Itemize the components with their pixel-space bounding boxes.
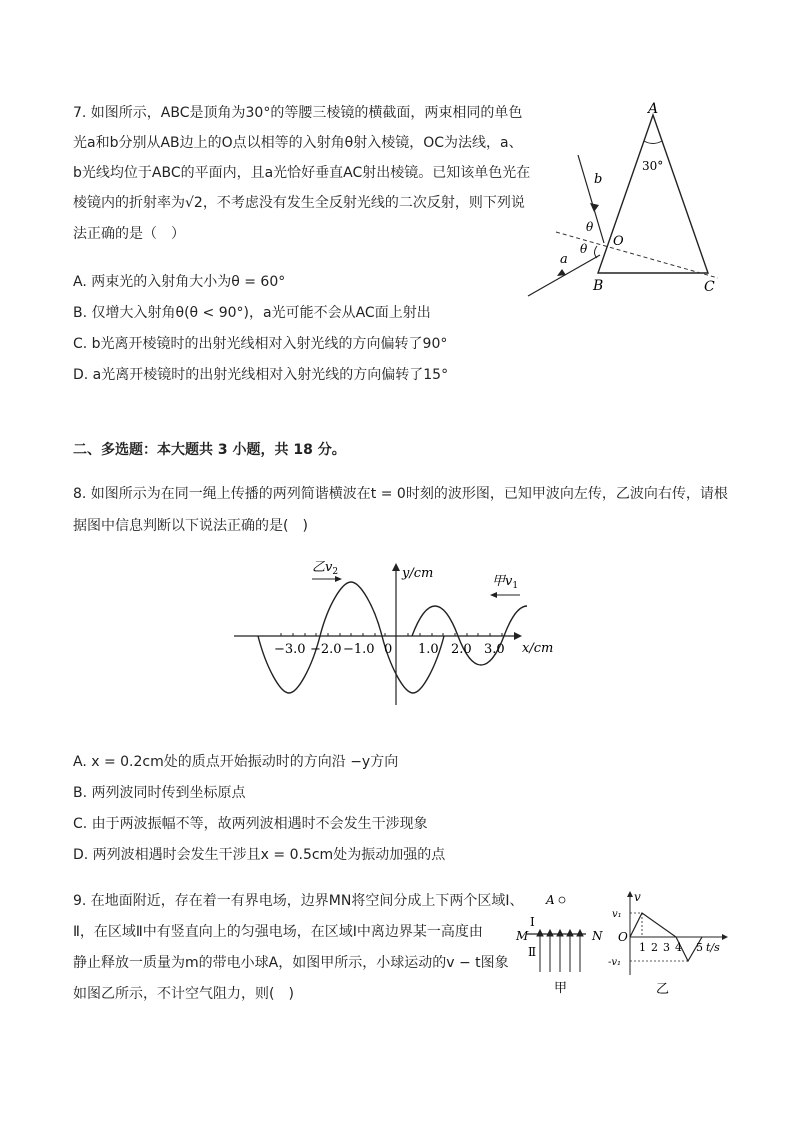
ray-a-arrow xyxy=(557,269,566,276)
q9-line-2: Ⅱ，在区域Ⅱ中有竖直向上的匀强电场，在区域Ⅰ中离边界某一高度由 xyxy=(73,924,483,940)
tick-label-2: 2.0 xyxy=(451,642,472,657)
jia-arrowhead xyxy=(490,592,497,598)
tick-label-neg3: −3.0 xyxy=(274,642,306,657)
tick-label-3: 3.0 xyxy=(484,642,505,657)
label-angle-30: 30° xyxy=(642,159,664,173)
label-jia-v1-text: 甲v xyxy=(492,574,513,589)
q7-line-5: 法正确的是（ ） xyxy=(73,226,185,242)
y-axis-arrow xyxy=(392,563,400,571)
q8-option-c: C. 由于两波振幅不等，故两列波相遇时不会发生干涉现象 xyxy=(73,816,428,832)
label-O: O xyxy=(613,234,624,249)
wave-yi xyxy=(258,582,444,693)
q7-option-d: D. a光离开棱镜时的出射光线相对入射光线的方向偏转了15° xyxy=(73,367,449,383)
label-yi-v2-text: 乙v xyxy=(312,560,333,575)
q7-option-c: C. b光离开棱镜时的出射光线相对入射光线的方向偏转了90° xyxy=(73,336,448,352)
q9-line-3: 静止释放一质量为m的带电小球A，如图甲所示，小球运动的v − t图象 xyxy=(73,955,509,971)
ray-b-arrow xyxy=(590,203,599,212)
label-yi-v2 xyxy=(312,560,338,577)
label-origin: 0 xyxy=(384,642,393,657)
vt-graph-yi xyxy=(606,885,734,1000)
wave-figure xyxy=(230,555,570,715)
q7-line-4: 棱镜内的折射率为√2，不考虑没有发生全反射光线的二次反射，则下列说 xyxy=(73,195,525,211)
label-b: b xyxy=(594,172,603,187)
field-figure-jia xyxy=(510,888,610,998)
section-heading-multi-choice: 二、多选题：本大题共 3 小题，共 18 分。 xyxy=(73,442,346,458)
label-a: a xyxy=(560,252,568,267)
label-A: A xyxy=(648,101,659,117)
q8-option-d: D. 两列波相遇时会发生干涉且x = 0.5cm处为振动加强的点 xyxy=(73,847,446,863)
q7-line-2: 光a和b分别从AB边上的O点以相等的入射角θ射入棱镜，OC为法线，a、 xyxy=(73,135,523,151)
label-C: C xyxy=(704,279,715,295)
label-xlabel: x/cm xyxy=(522,641,554,656)
label-A-ball: A xyxy=(546,893,555,907)
label-t-axis: t/s xyxy=(706,941,720,954)
label-theta-2: θ xyxy=(580,242,588,256)
label-ylabel: y/cm xyxy=(402,566,434,581)
tick-1: 1 xyxy=(639,941,646,954)
tick-4: 4 xyxy=(675,941,682,954)
q9-line-1: 9. 在地面附近，存在着一有界电场，边界MN将空间分成上下两个区域Ⅰ、 xyxy=(73,893,524,909)
t-axis-arrow xyxy=(722,934,728,940)
q7-option-a: A. 两束光的入射角大小为θ = 60° xyxy=(73,274,286,290)
label-yi-v2-sub: 2 xyxy=(332,567,339,577)
ball-A xyxy=(559,897,565,903)
tick-label-neg2: −2.0 xyxy=(310,642,342,657)
tick-5: 5 xyxy=(696,941,703,954)
tick-label-neg1: −1.0 xyxy=(343,642,375,657)
label-M: M xyxy=(516,929,529,943)
tick-label-1: 1.0 xyxy=(418,642,439,657)
yi-arrowhead xyxy=(335,576,342,582)
prism-figure xyxy=(520,95,730,300)
q8-option-a: A. x = 0.2cm处的质点开始振动时的方向沿 −y方向 xyxy=(73,754,399,770)
label-theta-1: θ xyxy=(586,220,594,234)
label-region-II: Ⅱ xyxy=(528,945,537,959)
label-N: N xyxy=(592,929,603,943)
label-v1: v₁ xyxy=(612,909,622,920)
prism-triangle xyxy=(598,115,708,273)
q8-option-b: B. 两列波同时传到坐标原点 xyxy=(73,785,246,801)
field-lines xyxy=(537,930,583,972)
label-neg-v1: -v₁ xyxy=(608,957,622,968)
v-axis-arrow xyxy=(627,891,633,897)
tick-3: 3 xyxy=(663,941,670,954)
tick-2: 2 xyxy=(651,941,658,954)
q9-line-4: 如图乙所示，不计空气阻力，则( ) xyxy=(73,986,294,1002)
label-jia-v1-sub: 1 xyxy=(512,581,519,591)
label-jia-v1 xyxy=(492,574,518,591)
q7-option-b: B. 仅增大入射角θ(θ < 90°)，a光可能不会从AC面上射出 xyxy=(73,305,431,321)
q7-line-3: b光线均位于ABC的平面内，且a光恰好垂直AC射出棱镜。已知该单色光在 xyxy=(73,165,531,181)
caption-yi: 乙 xyxy=(656,982,670,997)
q7-line-1: 7. 如图所示，ABC是顶角为30°的等腰三棱镜的横截面，两束相同的单色 xyxy=(73,105,523,121)
label-region-I: I xyxy=(530,915,535,929)
label-v: v xyxy=(634,890,641,904)
q8-line-2: 据图中信息判断以下说法正确的是( ) xyxy=(73,518,308,534)
q8-line-1: 8. 如图所示为在同一绳上传播的两列简谐横波在t = 0时刻的波形图，已知甲波向左传，乙波向右传，请根 xyxy=(73,486,728,502)
theta-arc xyxy=(595,246,598,258)
caption-jia: 甲 xyxy=(554,981,568,996)
label-O-origin: O xyxy=(618,930,628,944)
label-B: B xyxy=(593,278,604,294)
x-axis-arrow xyxy=(514,632,522,640)
apex-angle-arc xyxy=(644,141,662,144)
